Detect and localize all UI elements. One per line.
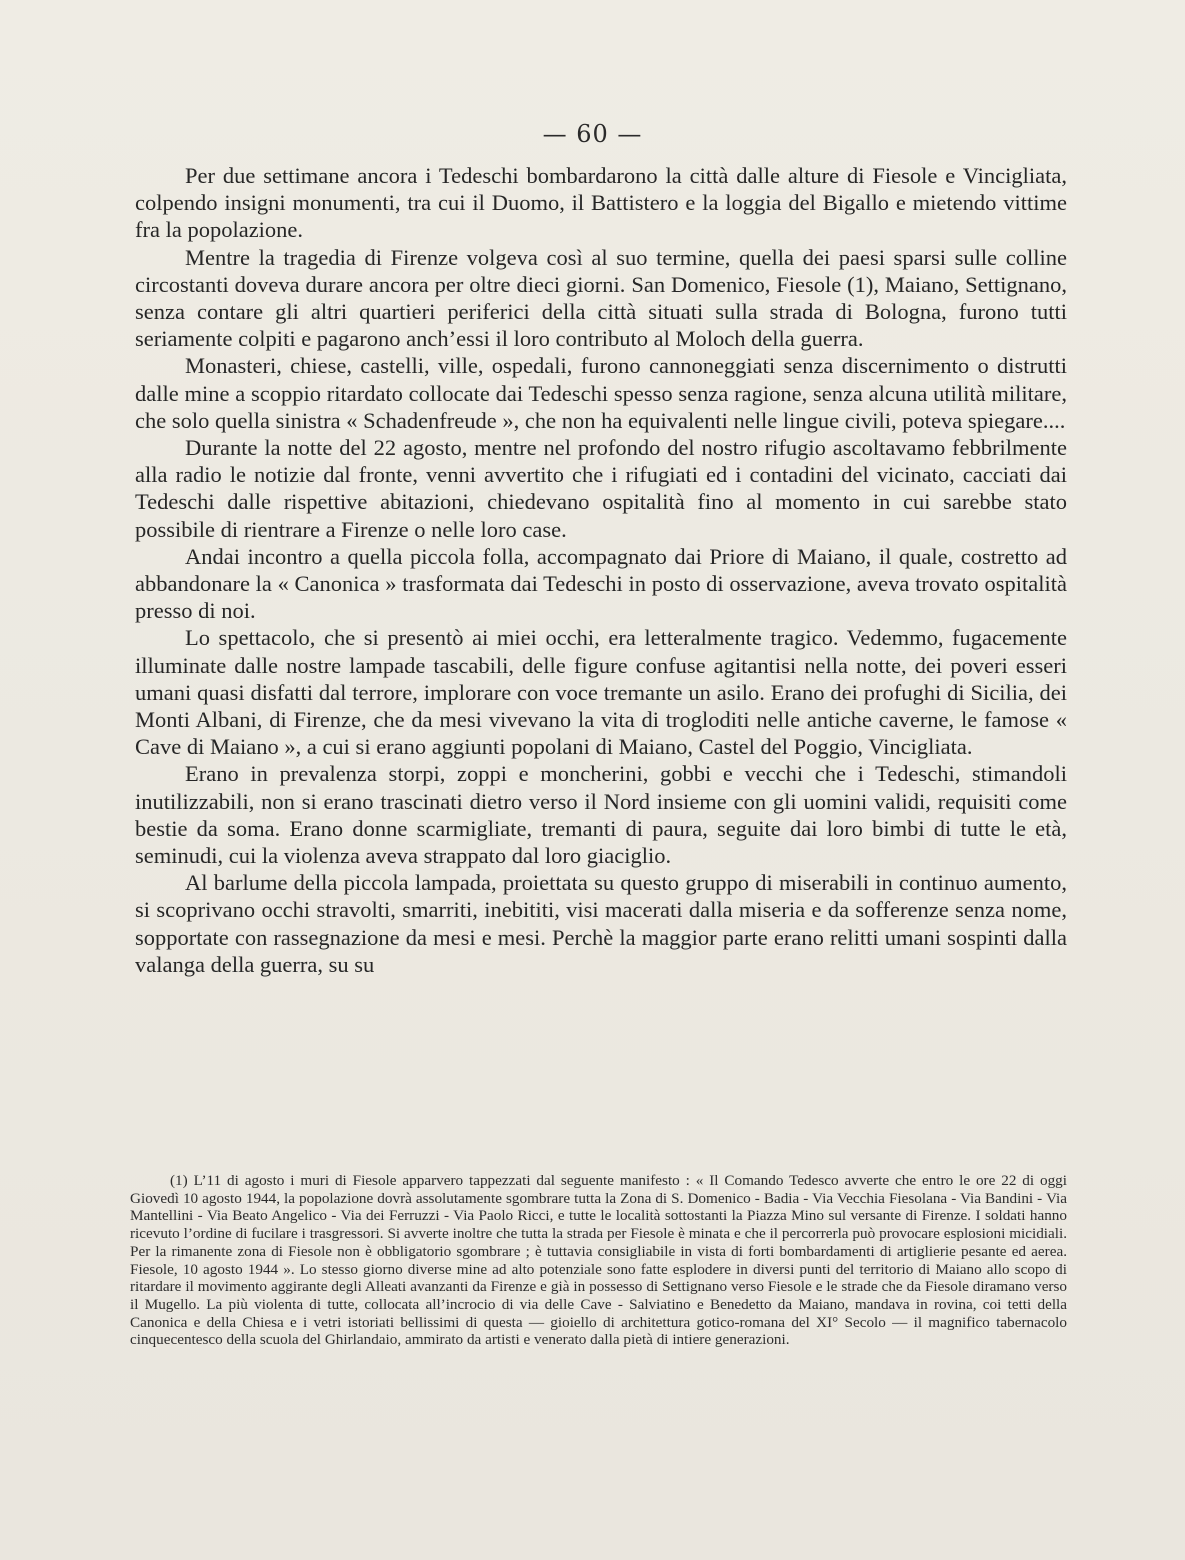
- paragraph: Andai incontro a quella piccola folla, accompagnato dai Priore di Maiano, il quale, costretto ad abbandonare la « Canonica » trasformata dai Tedeschi in posto di osservazione, aveva trovato ospitalità presso di noi.: [135, 543, 1067, 624]
- footnote: (1) L’11 di agosto i muri di Fiesole apparvero tappezzati dal seguente manifesto : « Il Comando Tedesco avverte che entro le ore 22 di oggi Giovedì 10 agosto 1944, la popolazione dovrà assolutamente sgombrare tutta la Zona di S. Domenico - Badia - Via Vecchia Fiesolana - Via Bandini - Via Mantellini - Via Beato Angelico - Via dei Ferruzzi - Via Paolo Ricci, e tutte le località sottostanti la Piazza Mino sul versante di Firenze. I soldati hanno ricevuto l’ordine di fucilare i trasgressori. Si avverte inoltre che tutta la strada per Fiesole è minata e che il percorrerla può provocare esplosioni micidiali. Per la rimanente zona di Fiesole non è obbligatorio sgombrare ; è tuttavia consigliabile in vista di forti bombardamenti di artiglierie pesante ed aerea. Fiesole, 10 agosto 1944 ». Lo stesso giorno diverse mine ad alto potenziale sono fatte esplodere in diversi punti del territorio di Maiano allo scopo di ritardare il movimento aggirante degli Alleati avanzanti da Firenze e già in possesso di Settignano verso Fiesole e le strade che da Fiesole diramano verso il Mugello. La più violenta di tutte, collocata all’incrocio di via delle Cave - Salviatino e Benedetto da Maiano, mandava in rovina, coi tetti della Canonica e della Chiesa e i vetri istoriati bellissimi di questa — gioiello di architettura gotico-romana del XI° Secolo — il magnifico tabernacolo cinquecentesco della scuola del Ghirlandaio, ammirato da artisti e venerato dalla pietà di intiere generazioni.: [130, 1172, 1067, 1349]
- paragraph: Erano in prevalenza storpi, zoppi e moncherini, gobbi e vecchi che i Tedeschi, stimandoli inutilizzabili, non si erano trascinati dietro verso il Nord insieme con gli uomini validi, requisiti come bestie da soma. Erano donne scarmigliate, tremanti di paura, seguite dai loro bimbi di tutte le età, seminudi, cui la violenza aveva strappato dal loro giaciglio.: [135, 761, 1067, 869]
- paragraph: Durante la notte del 22 agosto, mentre nel profondo del nostro rifugio ascoltavamo febbrilmente alla radio le notizie dal fronte, venni avvertito che i rifugiati ed i contadini del vicinato, cacciati dai Tedeschi dalle rispettive abitazioni, chiedevano ospitalità fino al momento in cui sarebbe stato possibile di rientrare a Firenze o nelle loro case.: [135, 435, 1067, 542]
- paragraph: Mentre la tragedia di Firenze volgeva così al suo termine, quella dei paesi sparsi sulle colline circostanti doveva durare ancora per oltre dieci giorni. San Domenico, Fiesole (1), Maiano, Settignano, senza contare gli altri quartieri periferici della città situati sulla strada di Bologna, furono tutti seriamente colpiti e pagarono anch’essi il loro contributo al Moloch della guerra.: [135, 244, 1067, 352]
- page-number: — 60 —: [542, 120, 643, 148]
- paragraph: Al barlume della piccola lampada, proiettata su questo gruppo di miserabili in continuo aumento, si scoprivano occhi stravolti, smarriti, inebititi, visi macerati dalla miseria e da sofferenze senza nome, sopportate con rassegnazione da mesi e mesi. Perchè la maggior parte erano relitti umani sospinti dalla valanga della guerra, su su: [135, 870, 1067, 977]
- paragraph: Per due settimane ancora i Tedeschi bombardarono la città dalle alture di Fiesole e Vincigliata, colpendo insigni monumenti, tra cui il Duomo, il Battistero e la loggia del Bigallo e mietendo vittime fra la popolazione.: [135, 163, 1067, 243]
- paragraph: Monasteri, chiese, castelli, ville, ospedali, furono cannoneggiati senza discernimento o distrutti dalle mine a scoppio ritardato collocate dai Tedeschi spesso senza ragione, senza alcuna utilità militare, che solo quella sinistra « Schadenfreude », che non ha equivalenti nelle lingue civili, poteva spiegare....: [135, 353, 1067, 433]
- main-text-body: [135, 162, 1067, 978]
- paragraph: Lo spettacolo, che si presentò ai miei occhi, era letteralmente tragico. Vedemmo, fugacemente illuminate dalle nostre lampade tascabili, delle figure confuse agitantisi nella notte, dei poveri esseri umani quasi disfatti dal terrore, implorare con voce tremante un asilo. Erano dei profughi di Sicilia, dei Monti Albani, di Firenze, che da mesi vivevano la vita di trogloditi nelle antiche caverne, le famose « Cave di Maiano », a cui si erano aggiunti popolani di Maiano, Castel del Poggio, Vincigliata.: [135, 625, 1067, 760]
